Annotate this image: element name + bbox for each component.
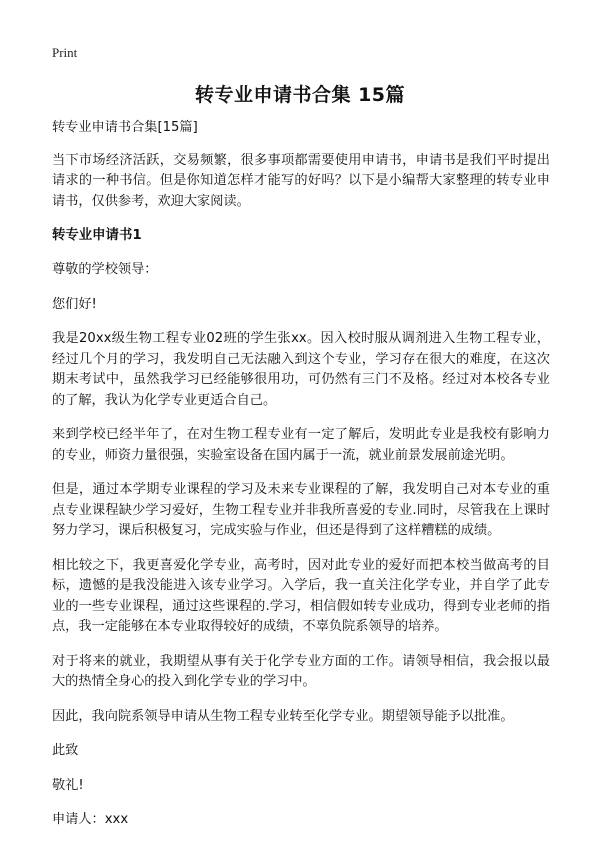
body-paragraph: 我是20xx级生物工程专业02班的学生张xx。因入校时服从调剂进入生物工程专业，经过几个月的学习，我发明自己无法融入到这个专业，学习存在很大的难度，在这次期末考试中，虽然我学习已经能够很用功，可仍然有三门不及格。经过对本校各专业的了解，我认为化学专业更适合自己。 <box>52 331 550 408</box>
print-link[interactable]: Print <box>52 45 78 60</box>
intro-paragraph: 当下市场经济活跃，交易频繁，很多事项都需要使用申请书，申请书是我们平时提出请求的一种书信。但是你知道怎样才能写的好吗？以下是小编帮大家整理的转专业申请书，仅供参考，欢迎大家阅读。 <box>52 152 550 209</box>
section-heading: 转专业申请书1 <box>52 228 142 243</box>
page-title: 转专业申请书合集 15篇 <box>194 84 406 106</box>
document-subtitle: 转专业申请书合集[15篇] <box>52 120 198 135</box>
signature: 申请人：xxx <box>52 812 129 827</box>
closing-salute: 敬礼! <box>52 777 84 793</box>
salutation: 尊敬的学校领导： <box>52 262 158 277</box>
body-paragraph: 对于将来的就业，我期望从事有关于化学专业方面的工作。请领导相信，我会报以最大的热情全身心的投入到化学专业的学习中。 <box>52 653 550 689</box>
body-paragraph: 但是，通过本学期专业课程的学习及未来专业课程的了解，我发明自己对本专业的重点专业课程缺少学习爱好，生物工程专业并非我所喜爱的专业.同时，尽管我在上课时努力学习，课后积极复习，完成实验与作业，但还是得到了这样糟糕的成绩。 <box>52 482 550 538</box>
greeting: 您们好! <box>52 296 97 312</box>
body-paragraph: 来到学校已经半年了，在对生物工程专业有一定了解后，发明此专业是我校有影响力的专业，师资力量很强，实验室设备在国内属于一流，就业前景发展前途光明。 <box>52 427 550 463</box>
body-paragraph: 相比较之下，我更喜爱化学专业，高考时，因对此专业的爱好而把本校当做高考的目标，遗憾的是我没能进入该专业学习。入学后，我一直关注化学专业，并自学了此专业的一些专业课程，通过这些课程的.学习，相信假如转专业成功，得到专业老师的指点，我一定能够在本专业取得较好的成绩，不辜负院系领导的培养。 <box>52 557 550 634</box>
closing-line: 此致 <box>52 743 79 758</box>
body-paragraph: 因此，我向院系领导申请从生物工程专业转至化学专业。期望领导能予以批准。 <box>52 708 514 724</box>
document-body <box>52 118 550 845</box>
